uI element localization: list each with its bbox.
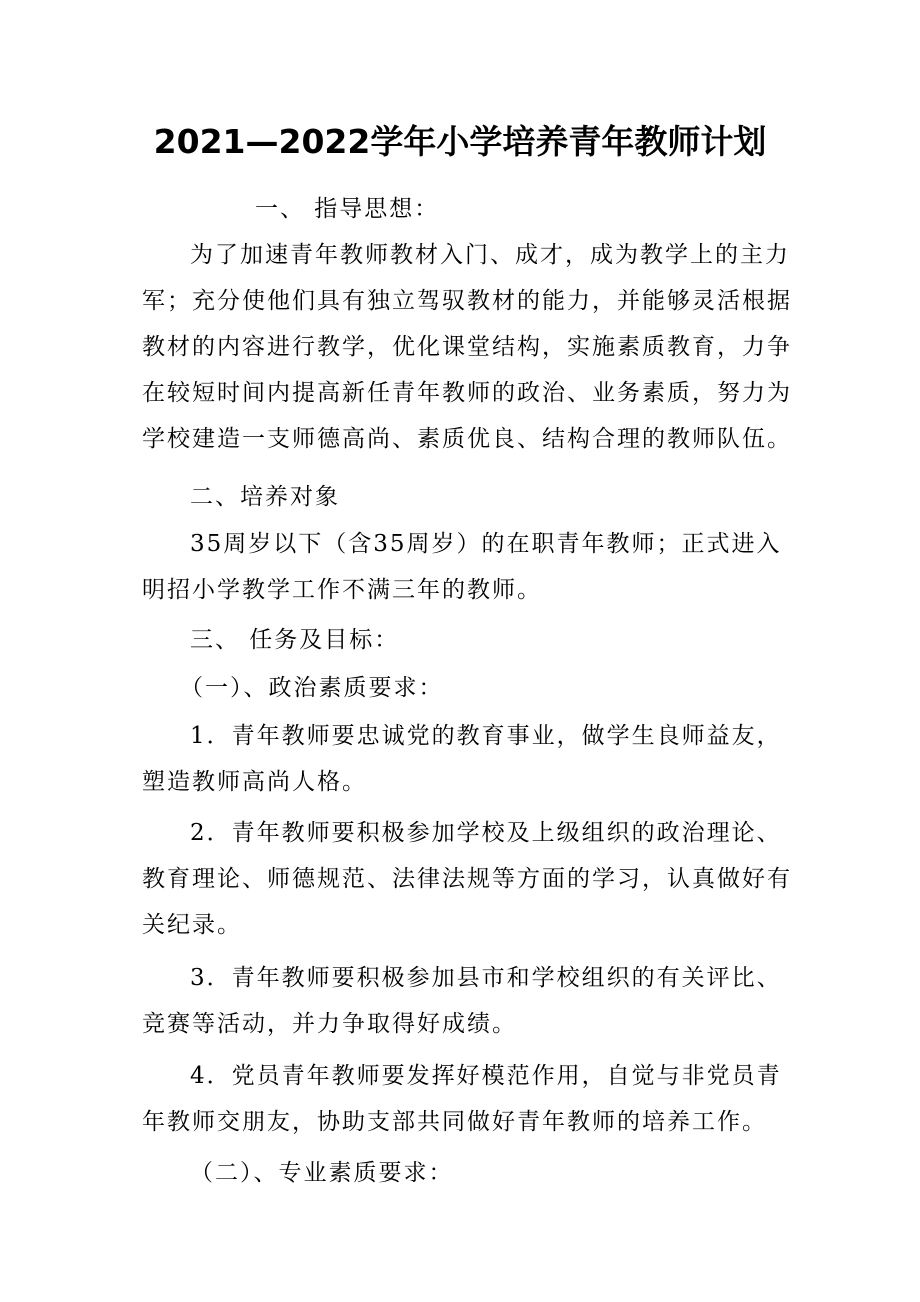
text-line: 塑造教师高尚人格。 [142, 769, 367, 795]
paragraph-target [142, 521, 782, 613]
text-line: 35周岁以下（含35周岁）的在职青年教师；正式进入 [190, 531, 782, 557]
text-line: 教育理论、师德规范、法律法规等方面的学习，认真做好有 [142, 866, 792, 892]
text-line: 4．党员青年教师要发挥好模范作用，自觉与非党员青 [190, 1063, 782, 1089]
text-line: 3．青年教师要积极参加县市和学校组织的有关评比、 [190, 965, 782, 991]
text-line: 学校建造一支师德高尚、素质优良、结构合理的教师队伍。 [142, 426, 792, 452]
text-line: 竞赛等活动，并力争取得好成绩。 [142, 1011, 517, 1037]
text-line: 2．青年教师要积极参加学校及上级组织的政治理论、 [190, 820, 782, 846]
document-title: 2021—2022学年小学培养青年教师计划 [153, 122, 767, 161]
paragraph-item-2 [142, 810, 792, 948]
section-heading-tasks: 三、 任务及目标： [190, 627, 400, 653]
text-line: 在较短时间内提高新任青年教师的政治、业务素质，努力为 [142, 380, 792, 406]
paragraph-guiding [142, 232, 792, 462]
section-heading-guiding: 一、 指导思想： [255, 196, 440, 222]
paragraph-item-3 [142, 955, 782, 1047]
section-heading-target: 二、培养对象 [190, 484, 340, 510]
text-line: 明招小学教学工作不满三年的教师。 [142, 577, 542, 603]
subsection-heading-political: （一）、政治素质要求： [180, 675, 444, 701]
text-line: 军；充分使他们具有独立驾驭教材的能力，并能够灵活根据 [142, 288, 792, 314]
paragraph-item-4 [142, 1053, 782, 1145]
text-line: 1．青年教师要忠诚党的教育事业，做学生良师益友， [190, 723, 782, 749]
paragraph-item-1 [142, 713, 782, 805]
text-line: 关纪录。 [142, 912, 242, 938]
text-line: 教材的内容进行教学，优化课堂结构，实施素质教育，力争 [142, 334, 792, 360]
text-line: 为了加速青年教师教材入门、成才，成为教学上的主力 [190, 242, 790, 268]
subsection-heading-professional: （二）、专业素质要求： [190, 1160, 454, 1186]
text-line: 年教师交朋友，协助支部共同做好青年教师的培养工作。 [142, 1109, 767, 1135]
